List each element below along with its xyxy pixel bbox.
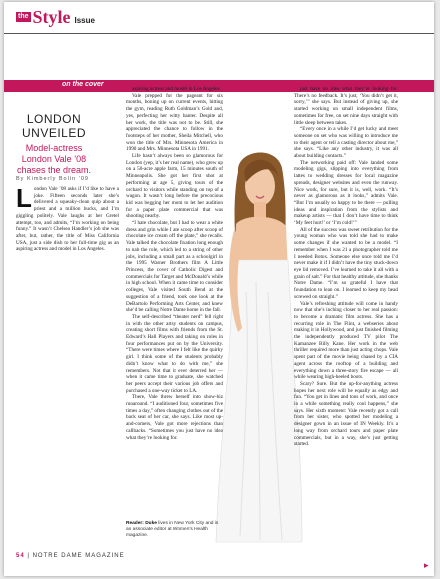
paragraph: “Every once in a while I’d get lucky and meet someone on set who was willing to introduce me to their agent or tell a casting director about me,” she says. “Like any other industry, it was all about building contacts.” [294, 126, 398, 160]
paragraph: Vale prepped for the pageant for six months, boning up on current events, hitting the gym, reading Ruth Goldman’s Gold and, yes, perfecting her witty banter. Despite all her work, the title was not to be. Still, she appreciated the chance to follow in the footsteps of her mother, Sheila Mitchell, who won the title of Mrs. Minnesota America in 1990 and Mrs. Minnesota USA in 1991. [126, 92, 223, 153]
paragraph: just have no idea what they’re looking for. There’s no feedback. It’s just, ‘You didn’t get it, sorry,’” she says. But instead of giving up, she started working on small independent films, sometimes for free, on set nine days straight with little sleep between takes. [294, 86, 398, 126]
page-turn-icon[interactable]: ▸ [424, 561, 429, 571]
neck [254, 202, 266, 218]
paragraph: Scary? Sure. But the up-for-anything actress hopes her next role will be equally as edgy and fun. “You get in lines and tons of work, and once in a while something really cool happens,” she says. Her sixth moment: Vale recently got a call from her sister, who spotted her modeling a designer gown in an issue of IN Weekly. It’s a long way from orchard tours and paper plate commercials, but in a way, she’s just getting started. [294, 380, 398, 448]
paragraph: The self-described “theater nerd” fell right in with the other artsy students on campus, creating short films with friends from the St. Edward’s Hall Players and taking on roles in four performances put on by the University. “There were times where I felt like the quirky girl. I think some of the students probably didn’t know what to do with me,” she remembers. Not that it ever deterred her — when it came time to graduate, she watched her peers accept their various job offers and purchased a one-way ticket to LA. [126, 313, 223, 394]
paragraph: There, Vale threw herself into show-biz runaround. “I auditioned four, sometimes five times a day,” often changing clothes out of the back seat of her car, she says. Like most up-and-comers, Vale got more rejections than callbacks. “Sometimes you just have no idea what they’re looking for. [126, 394, 223, 441]
section-label: on the cover [62, 81, 104, 88]
magazine-page [4, 2, 434, 576]
author-note-name: Reader: Duke [126, 521, 157, 526]
paragraph: The networking paid off: Vale landed some modeling gigs, slipping into everything from lattes to wedding dresses for local magazine spreads, designer websites and even the runway. Nice work, for sure, but it is, well, work. “It’s never as glamorous as it looks,” admits Vale. “But I’m usually so happy to be there — pulling ideas and inspiration from the stylists and makeup artists — that I don’t have time to think ‘My feet hurt!’ or ‘I’m cold!’” [294, 159, 398, 227]
page-footer [16, 553, 125, 559]
headline-block [10, 112, 98, 176]
paragraph: “I hate chocolate, but I had to wear a white dress and grin while I ate scoop after scoop of chocolate ice cream off the plate,” she recalls. Vale talked the chocolate fixation long enough to nab the role, which led to a string of other jobs, including a small part as a schoolgirl in the 1995 Warner Brothers film A Little Princess, the cover of Catholic Digest and commercials for Target and McDonald’s while in high school. When it came time to consider colleges, Vale visited South Bend at the suggestion of a friend, took one look at the DeBartolo Performing Arts Center, and knew she’d be calling Notre Dame home in the fall. [126, 220, 223, 314]
article-deck: Model-actress London Vale ’08 chases the dream. [16, 143, 92, 175]
body-column-1 [16, 183, 119, 544]
magazine-name: NOTRE DAME MAGAZINE [32, 553, 125, 559]
dress [216, 260, 302, 542]
page-number: 54 [16, 553, 25, 559]
masthead-issue: Issue [74, 16, 95, 25]
footer-separator: | [27, 553, 33, 559]
masthead-the: the [18, 13, 29, 20]
drop-cap: L [16, 183, 32, 213]
body-column-3 [294, 86, 398, 551]
paragraph: All of the success was sweet retribution for the young woman who was told she had to make some changes if she wanted to be a model. “I remember when I was 21 a photographer told me I needed Botox. Someone else once told me I’d never make it if I didn’t have the tiny stuck-down eye lid removed. I’ve learned to take it all with a grain of salt.” For that healthy attitude, she thanks Notre Dame. “I’m so grateful I have that foundation to lean on. I learned to keep my head screwed on straight.” [294, 226, 398, 300]
author-note-text: lives in New York City and is an associate editor at Women’s Health magazine. [126, 521, 219, 538]
masthead [16, 8, 95, 26]
masthead-style: Style [32, 7, 71, 27]
author-note [126, 521, 222, 539]
masthead-rule [4, 33, 434, 34]
byline: By Kimberly Bolin ’09 [16, 176, 89, 182]
paragraph: aspiring actress and model in Los Angeles. [132, 86, 221, 92]
cover-photo [216, 142, 302, 542]
paragraph: Vale’s refreshing attitude will come in handy now that she’s inching closer to her real passion: to become a dramatic film actress. She has a recurring role in The Flint, a webseries about making it in Hollywood, and just finished filming the independently produced TV pilot The Kamanzee Billy Kane. Her work in the web thriller required more than just acting chops. Vale spent part of the movie being chased by a CIA agent across the rooftop of a building and everything down a three-story fire escape — all while wearing high-heeled boots. [294, 300, 398, 381]
paragraph: ondon Vale ’08 asks if I’d like to have a joke. Fifteen seconds later she’s delivered a squeaky-clean quip about a priest and a million bucks, and I’m giggling politely. Vale laughs at her Gretel attempt, too, and admits, “I’m working on being funny.” It wasn’t Chelsea Handler’s job she was after, but, rather, the title of Miss California USA, just a side dish to her full-time gig as an aspiring actress and model in Los Angeles. [16, 186, 119, 253]
article-title: LONDON UNVEILED [21, 112, 87, 140]
paragraph: Life hasn’t always been so glamorous for London (yep, it’s her real name), who grew up on a 50-acre apple farm, 15 minutes south of Minneapolis. She got her first shot at performing at age 5, giving tours of the orchard to visitors while standing on top of a wagon. It wasn’t long before the precocious kid was begging her mom to let her audition for a paper plate commercial that was shooting nearby. [126, 153, 223, 220]
body-column-2 [126, 86, 223, 441]
